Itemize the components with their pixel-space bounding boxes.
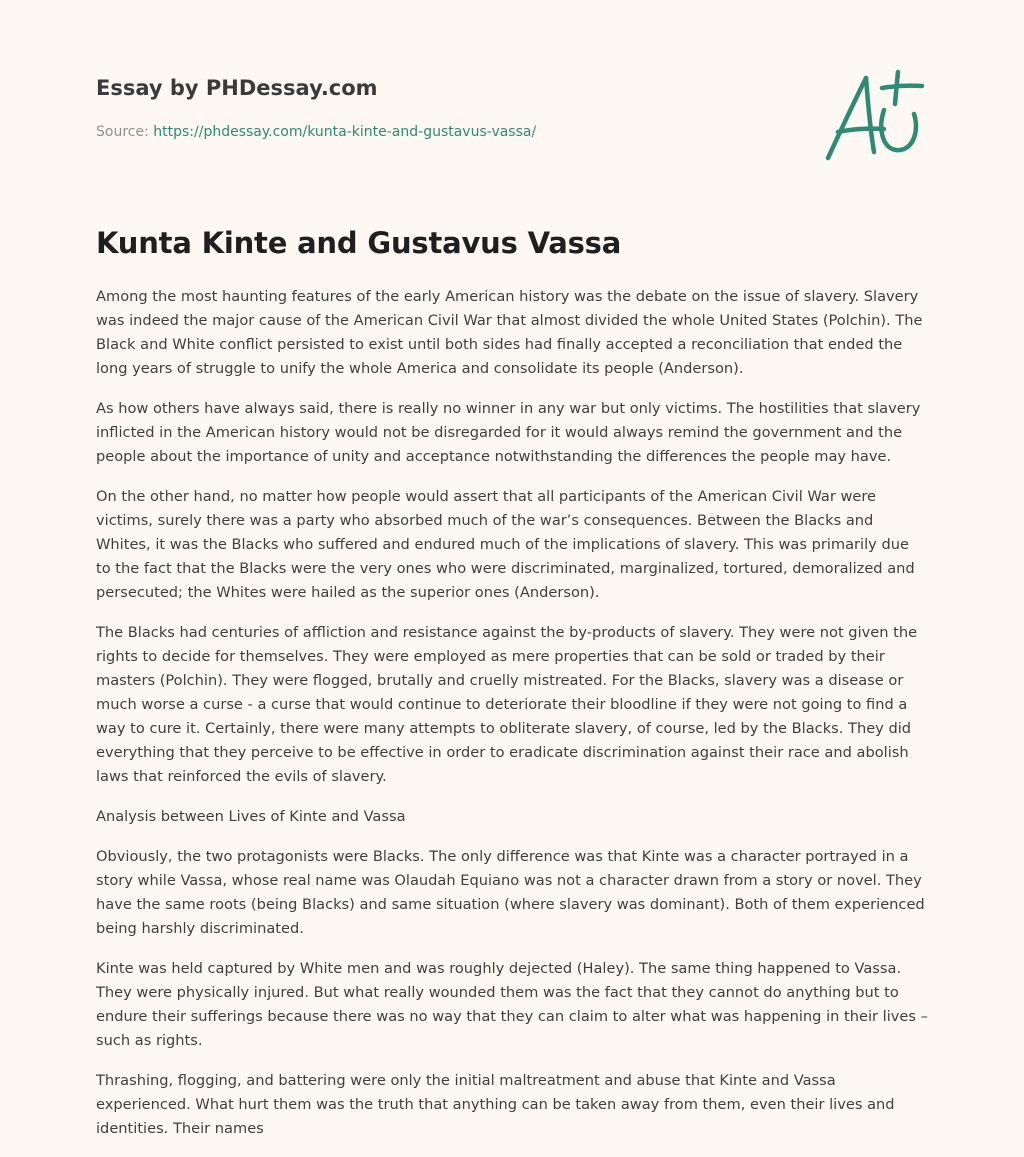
paragraph: As how others have always said, there is really no winner in any war but only victims. The hostilities that slavery inflicted in the American history would not be disregarded for it would always remind the government and the people about the importance of unity and acceptance notwithstanding the differences the people may have. [96, 400, 921, 465]
paragraph: The Blacks had centuries of affliction and resistance against the by-products of slavery. They were not given the rights to decide for themselves. They were employed as mere properties that can be sold or traded by their masters (Polchin). They were flogged, brutally and cruelly mistreated. For the Blacks, slavery was a disease or much worse a curse - a curse that would continue to deteriorate their bloodline if they were not going to find a way to cure it. Certainly, there were many attempts to obliterate slavery, of course, led by the Blacks. They did everything that they perceive to be effective in order to eradicate discrimination against their race and abolish laws that reinforced the evils of slavery. [96, 624, 918, 785]
paragraph: Kinte was held captured by White men and was roughly dejected (Haley). The same thing happened to Vassa. They were physically injured. But what really wounded them was the fact that they cannot do anything but to endure their sufferings because there was no way that they can claim to alter what was happening in their lives –such as rights. [96, 960, 928, 1049]
essay-title: Kunta Kinte and Gustavus Vassa [96, 226, 622, 260]
brand-title: Essay by PHDessay.com [96, 76, 378, 100]
source-link[interactable]: https://phdessay.com/kunta-kinte-and-gustavus-vassa/ [153, 124, 537, 140]
paragraph: Among the most haunting features of the early American history was the debate on the issue of slavery. Slavery was indeed the major cause of the American Civil War that almost divided the whole United States (Polchin). The Black and White conflict persisted to exist until both sides had finally accepted a reconciliation that ended the long years of struggle to unify the whole America and consolidate its people (Anderson). [96, 288, 923, 377]
source-line [96, 124, 536, 140]
section-heading: Analysis between Lives of Kinte and Vassa [96, 808, 406, 825]
paragraph: Obviously, the two protagonists were Blacks. The only difference was that Kinte was a character portrayed in a story while Vassa, whose real name was Olaudah Equiano was not a character drawn from a story or novel. They have the same roots (being Blacks) and same situation (where slavery was dominant). Both of them experienced being harshly discriminated. [96, 848, 925, 937]
paragraph: On the other hand, no matter how people would assert that all participants of the American Civil War were victims, surely there was a party who absorbed much of the war’s consequences. Between the Blacks and Whites, it was the Blacks who suffered and endured much of the implications of slavery. This was primarily due to the fact that the Blacks were the very ones who were discriminated, marginalized, tortured, demoralized and persecuted; the Whites were hailed as the superior ones (Anderson). [96, 488, 915, 601]
a-plus-logo-icon [822, 66, 928, 166]
paragraph: Thrashing, flogging, and battering were only the initial maltreatment and abuse that Kinte and Vassa experienced. What hurt them was the truth that anything can be taken away from them, even their lives and identities. Their names [96, 1072, 895, 1137]
source-label: Source: [96, 124, 154, 140]
essay-body [96, 285, 928, 1157]
